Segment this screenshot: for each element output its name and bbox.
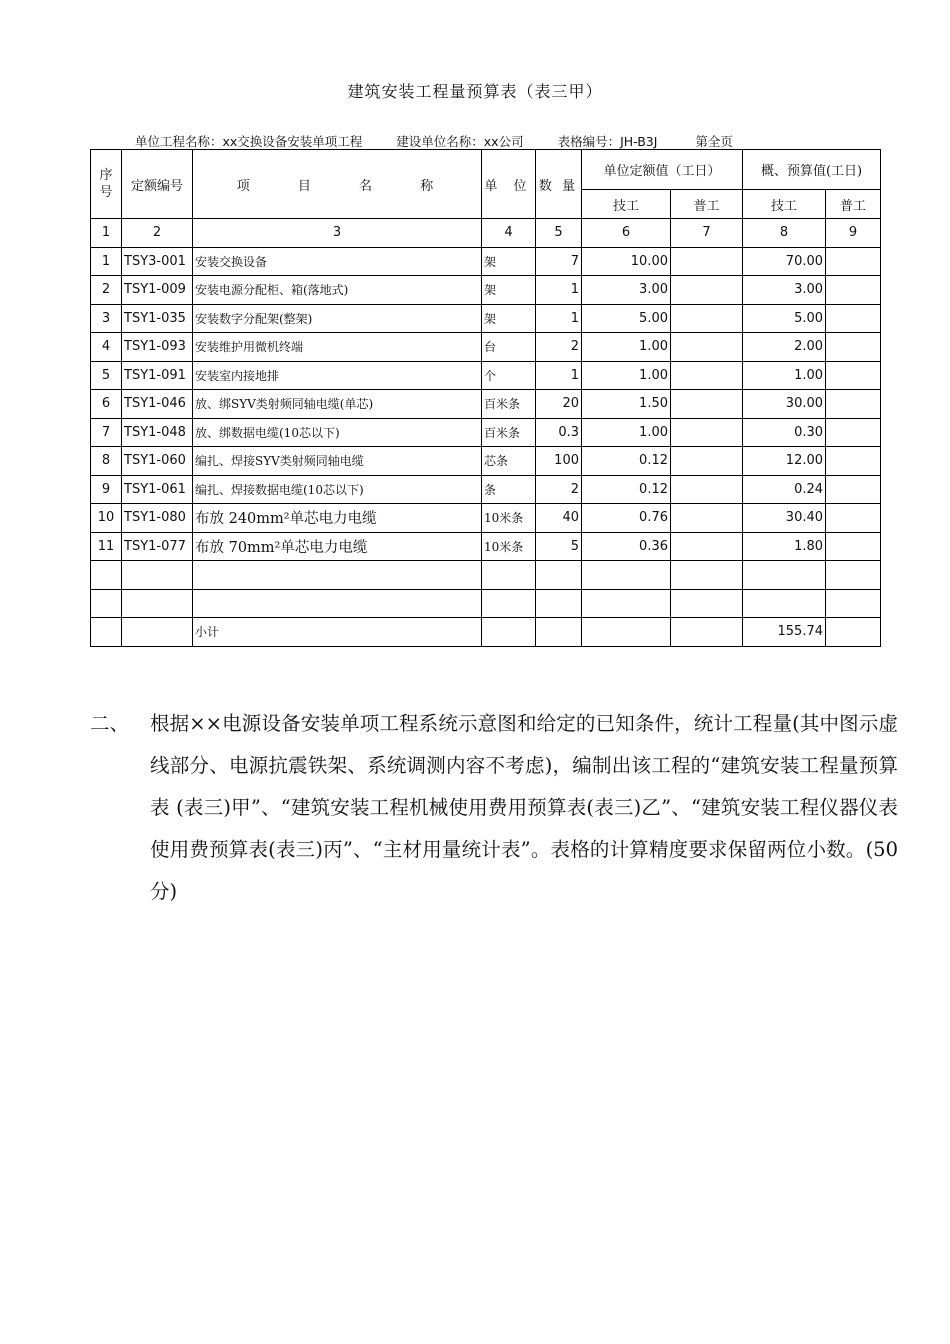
row-unit-skilled: 10.00 [582,247,671,276]
row-seq: 4 [91,333,122,362]
row-total-general [826,504,881,533]
table-row [91,475,881,504]
header-general: 普工 [671,190,743,219]
col-number: 7 [671,219,743,248]
table-row [91,361,881,390]
row-unit-skilled: 0.12 [582,475,671,504]
col-number: 9 [826,219,881,248]
page-indicator: 第全页 [695,134,733,149]
row-seq: 2 [91,276,122,305]
row-total-general [826,418,881,447]
row-total-skilled: 30.00 [743,390,826,419]
row-unit: 10米条 [482,532,536,561]
row-seq: 5 [91,361,122,390]
row-unit: 条 [482,475,536,504]
col-number: 3 [193,219,482,248]
row-unit-general [671,247,743,276]
row-name: 安装维护用微机终端 [193,333,482,362]
row-unit-general [671,447,743,476]
builder-name: 建设单位名称：xx公司 [396,134,524,149]
row-name: 安装室内接地排 [193,361,482,390]
header-skilled: 技工 [582,190,671,219]
header-item: 项 目 名 称 [193,150,482,219]
empty-row [91,561,881,590]
row-unit: 台 [482,333,536,362]
row-unit-skilled: 1.50 [582,390,671,419]
row-seq: 3 [91,304,122,333]
header-code: 定额编号 [122,150,193,219]
row-total-skilled: 30.40 [743,504,826,533]
row-unit-general [671,276,743,305]
col-number: 5 [536,219,582,248]
row-total-skilled: 12.00 [743,447,826,476]
row-qty: 2 [536,475,582,504]
row-total-skilled: 1.80 [743,532,826,561]
row-unit-skilled: 0.76 [582,504,671,533]
row-qty: 0.3 [536,418,582,447]
row-name: 放、绑数据电缆(10芯以下) [193,418,482,447]
row-code: TSY3-001 [122,247,193,276]
row-code: TSY1-061 [122,475,193,504]
row-unit: 架 [482,247,536,276]
row-unit-skilled: 0.36 [582,532,671,561]
col-number: 6 [582,219,671,248]
row-total-general [826,361,881,390]
row-unit-skilled: 5.00 [582,304,671,333]
row-unit-general [671,361,743,390]
row-qty: 1 [536,304,582,333]
row-name: 安装电源分配柜、箱(落地式) [193,276,482,305]
header-unit: 单 位 [482,150,536,219]
header-estimate: 概、预算值(工日) [743,150,881,190]
header-seq [91,150,122,219]
row-total-skilled: 2.00 [743,333,826,362]
row-total-general [826,390,881,419]
row-seq: 11 [91,532,122,561]
subtotal-value: 155.74 [743,618,826,647]
budget-table [90,149,881,647]
row-qty: 7 [536,247,582,276]
row-qty: 1 [536,361,582,390]
row-qty: 2 [536,333,582,362]
row-total-skilled: 0.30 [743,418,826,447]
row-seq: 7 [91,418,122,447]
question-number: 二、 [90,712,130,735]
row-unit-skilled: 1.00 [582,418,671,447]
header-qty: 数 量 [536,150,582,219]
row-name: 安装交换设备 [193,247,482,276]
row-seq: 6 [91,390,122,419]
row-code: TSY1-060 [122,447,193,476]
col-number: 1 [91,219,122,248]
row-qty: 1 [536,276,582,305]
row-name: 布放 240mm²单芯电力电缆 [193,504,482,533]
row-seq: 9 [91,475,122,504]
col-number: 4 [482,219,536,248]
table-row [91,276,881,305]
row-total-general [826,276,881,305]
table-row [91,532,881,561]
document-title: 建筑安装工程量预算表（表三甲） [347,82,603,101]
row-total-general [826,447,881,476]
row-total-skilled: 5.00 [743,304,826,333]
row-total-skilled: 70.00 [743,247,826,276]
row-code: TSY1-048 [122,418,193,447]
table-meta [135,132,763,150]
row-name: 编扎、焊接数据电缆(10芯以下) [193,475,482,504]
row-qty: 40 [536,504,582,533]
row-code: TSY1-080 [122,504,193,533]
row-code: TSY1-093 [122,333,193,362]
row-qty: 100 [536,447,582,476]
row-code: TSY1-077 [122,532,193,561]
row-code: TSY1-009 [122,276,193,305]
row-unit-general [671,333,743,362]
header-row [91,150,881,190]
row-total-general [826,532,881,561]
row-code: TSY1-046 [122,390,193,419]
row-unit-skilled: 0.12 [582,447,671,476]
row-qty: 20 [536,390,582,419]
row-code: TSY1-091 [122,361,193,390]
question-text: 根据××电源设备安装单项工程系统示意图和给定的已知条件，统计工程量(其中图示虚线部分、电源抗震铁架、系统调测内容不考虑)，编制出该工程的“建筑安装工程量预算表 (表三)甲”、“建筑安装工程机械使用费用预算表(表三)乙”、“建筑安装工程仪器仪表使用费预算表(表三)丙”、“主材用量统计表”。表格的计算精度要求保留两位小数。(50 分) [150,712,898,903]
row-unit-general [671,390,743,419]
row-code: TSY1-035 [122,304,193,333]
row-seq: 10 [91,504,122,533]
row-unit: 架 [482,276,536,305]
row-total-general [826,475,881,504]
row-total-general [826,304,881,333]
row-qty: 5 [536,532,582,561]
table-row [91,504,881,533]
row-unit: 10米条 [482,504,536,533]
subtotal-label: 小计 [193,618,482,647]
row-unit-general [671,504,743,533]
row-total-general [826,333,881,362]
row-unit-general [671,418,743,447]
row-total-skilled: 3.00 [743,276,826,305]
project-name: 单位工程名称：xx交换设备安装单项工程 [135,134,363,149]
col-number: 2 [122,219,193,248]
row-total-skilled: 0.24 [743,475,826,504]
row-total-general [826,247,881,276]
row-unit: 百米条 [482,418,536,447]
row-unit: 百米条 [482,390,536,419]
row-seq: 8 [91,447,122,476]
row-unit-skilled: 3.00 [582,276,671,305]
row-unit-skilled: 1.00 [582,333,671,362]
row-name: 安装数字分配架(整架) [193,304,482,333]
row-unit: 架 [482,304,536,333]
row-unit-general [671,475,743,504]
table-row [91,418,881,447]
empty-row [91,589,881,618]
header-general-total: 普工 [826,190,881,219]
table-row [91,447,881,476]
table-row [91,390,881,419]
header-skilled-total: 技工 [743,190,826,219]
row-name: 放、绑SYV类射频同轴电缆(单芯) [193,390,482,419]
row-unit: 个 [482,361,536,390]
row-unit-general [671,304,743,333]
row-total-skilled: 1.00 [743,361,826,390]
header-unit-quota: 单位定额值（工日） [582,150,743,190]
row-unit: 芯条 [482,447,536,476]
row-seq: 1 [91,247,122,276]
table-row [91,304,881,333]
table-row [91,247,881,276]
column-number-row [91,219,881,248]
row-unit-skilled: 1.00 [582,361,671,390]
header-seq-label: 序号 [99,168,113,200]
row-name: 布放 70mm²单芯电力电缆 [193,532,482,561]
table-row [91,333,881,362]
row-name: 编扎、焊接SYV类射频同轴电缆 [193,447,482,476]
form-number: 表格编号：JH-B3J [557,134,658,149]
subtotal-row [91,618,881,647]
col-number: 8 [743,219,826,248]
row-unit-general [671,532,743,561]
